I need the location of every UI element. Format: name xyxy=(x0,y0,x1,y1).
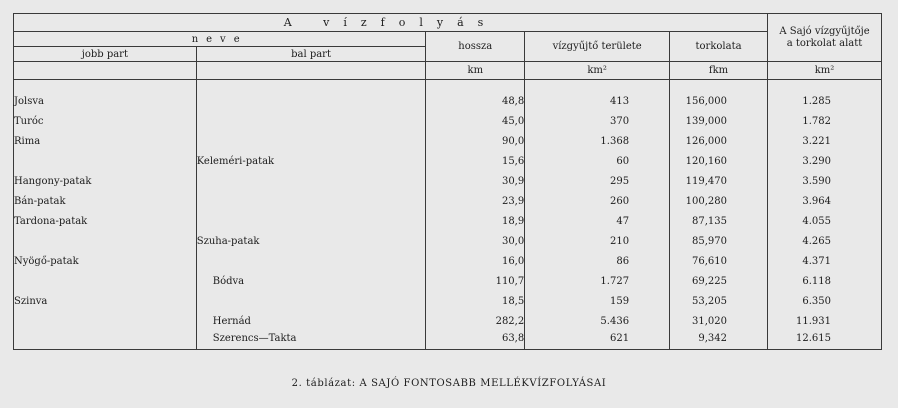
header-bal-part: bal part xyxy=(196,47,426,62)
cell-torkolat: 100,280 xyxy=(670,187,768,207)
tributaries-table xyxy=(13,13,882,350)
cell-jobb-part: Nyögő-patak xyxy=(14,247,197,267)
cell-jobb-part: Hangony-patak xyxy=(14,167,197,187)
cell-torkolat: 119,470 xyxy=(670,167,768,187)
cell-terulet: 210 xyxy=(525,227,670,247)
cell-bal-part xyxy=(196,247,426,267)
cell-bal-part: Bódva xyxy=(196,267,426,287)
cell-sajo: 3.221 xyxy=(768,127,882,147)
cell-hossza: 30,9 xyxy=(426,167,525,187)
table-row xyxy=(14,127,882,147)
cell-terulet: 260 xyxy=(525,187,670,207)
cell-bal-part xyxy=(196,87,426,107)
cell-terulet: 413 xyxy=(525,87,670,107)
unit-sajo: km² xyxy=(768,62,882,80)
cell-torkolat: 9,342 xyxy=(670,327,768,350)
cell-sajo: 6.350 xyxy=(768,287,882,307)
header-vizgyujto-terulete: vízgyűjtő területe xyxy=(525,32,670,62)
cell-bal-part: Keleméri-patak xyxy=(196,147,426,167)
cell-hossza: 15,6 xyxy=(426,147,525,167)
cell-sajo: 4.265 xyxy=(768,227,882,247)
cell-jobb-part: Bán-patak xyxy=(14,187,197,207)
cell-sajo: 3.964 xyxy=(768,187,882,207)
header-neve-text: neve xyxy=(191,33,248,45)
cell-bal-part xyxy=(196,287,426,307)
table-row xyxy=(14,227,882,247)
table-row xyxy=(14,247,882,267)
cell-terulet: 60 xyxy=(525,147,670,167)
cell-sajo: 6.118 xyxy=(768,267,882,287)
cell-terulet: 1.368 xyxy=(525,127,670,147)
table-row xyxy=(14,267,882,287)
cell-terulet: 1.727 xyxy=(525,267,670,287)
cell-terulet: 370 xyxy=(525,107,670,127)
unit-torkolat: fkm xyxy=(670,62,768,80)
cell-jobb-part xyxy=(14,327,197,350)
cell-jobb-part xyxy=(14,227,197,247)
table-spacer-row xyxy=(14,80,882,88)
cell-hossza: 30,0 xyxy=(426,227,525,247)
header-sajo-vizgyujto xyxy=(768,14,882,62)
cell-jobb-part xyxy=(14,267,197,287)
cell-hossza: 48,8 xyxy=(426,87,525,107)
cell-terulet: 159 xyxy=(525,287,670,307)
table-row xyxy=(14,307,882,327)
cell-terulet: 86 xyxy=(525,247,670,267)
cell-torkolat: 31,020 xyxy=(670,307,768,327)
cell-jobb-part: Turóc xyxy=(14,107,197,127)
header-torkolata: torkolata xyxy=(670,32,768,62)
cell-jobb-part: Rima xyxy=(14,127,197,147)
cell-hossza: 45,0 xyxy=(426,107,525,127)
cell-sajo: 4.055 xyxy=(768,207,882,227)
cell-sajo: 3.590 xyxy=(768,167,882,187)
cell-bal-part: Szuha-patak xyxy=(196,227,426,247)
cell-torkolat: 126,000 xyxy=(670,127,768,147)
cell-sajo: 1.782 xyxy=(768,107,882,127)
cell-terulet: 47 xyxy=(525,207,670,227)
cell-torkolat: 156,000 xyxy=(670,87,768,107)
cell-sajo: 11.931 xyxy=(768,307,882,327)
cell-bal-part xyxy=(196,127,426,147)
cell-hossza: 18,9 xyxy=(426,207,525,227)
cell-jobb-part xyxy=(14,307,197,327)
cell-hossza: 63,8 xyxy=(426,327,525,350)
header-jobb-part: jobb part xyxy=(14,47,197,62)
header-vizfolyas-text: A vízfolyás xyxy=(283,16,498,29)
cell-jobb-part: Szinva xyxy=(14,287,197,307)
cell-torkolat: 53,205 xyxy=(670,287,768,307)
cell-hossza: 282,2 xyxy=(426,307,525,327)
table-row xyxy=(14,327,882,350)
cell-torkolat: 69,225 xyxy=(670,267,768,287)
cell-torkolat: 85,970 xyxy=(670,227,768,247)
cell-bal-part: Szerencs—Takta xyxy=(196,327,426,350)
header-sajo-line2: a torkolat alatt xyxy=(786,37,863,49)
unit-terulet: km² xyxy=(525,62,670,80)
cell-terulet: 295 xyxy=(525,167,670,187)
table-row xyxy=(14,87,882,107)
cell-bal-part xyxy=(196,107,426,127)
cell-terulet: 5.436 xyxy=(525,307,670,327)
cell-torkolat: 87,135 xyxy=(670,207,768,227)
table-row xyxy=(14,287,882,307)
cell-terulet: 621 xyxy=(525,327,670,350)
header-neve xyxy=(14,32,426,47)
cell-hossza: 90,0 xyxy=(426,127,525,147)
table-caption: 2. táblázat: A SAJÓ FONTOSABB MELLÉKVÍZFOLYÁSAI xyxy=(291,378,607,389)
table-row xyxy=(14,147,882,167)
table-row xyxy=(14,167,882,187)
header-hossza: hossza xyxy=(426,32,525,62)
unit-hossza: km xyxy=(426,62,525,80)
cell-bal-part xyxy=(196,187,426,207)
cell-jobb-part xyxy=(14,147,197,167)
cell-torkolat: 139,000 xyxy=(670,107,768,127)
header-sajo-line1: A Sajó vízgyűjtője xyxy=(779,25,870,37)
cell-sajo: 1.285 xyxy=(768,87,882,107)
cell-sajo: 12.615 xyxy=(768,327,882,350)
table-row xyxy=(14,207,882,227)
cell-jobb-part: Tardona-patak xyxy=(14,207,197,227)
cell-bal-part xyxy=(196,167,426,187)
table-row xyxy=(14,107,882,127)
cell-hossza: 16,0 xyxy=(426,247,525,267)
table-row xyxy=(14,187,882,207)
unit-bal-empty xyxy=(196,62,426,80)
cell-sajo: 3.290 xyxy=(768,147,882,167)
cell-sajo: 4.371 xyxy=(768,247,882,267)
cell-bal-part: Hernád xyxy=(196,307,426,327)
unit-jobb-empty xyxy=(14,62,197,80)
cell-torkolat: 120,160 xyxy=(670,147,768,167)
cell-hossza: 23,9 xyxy=(426,187,525,207)
cell-torkolat: 76,610 xyxy=(670,247,768,267)
cell-hossza: 18,5 xyxy=(426,287,525,307)
header-vizfolyas xyxy=(14,14,768,32)
cell-bal-part xyxy=(196,207,426,227)
cell-hossza: 110,7 xyxy=(426,267,525,287)
cell-jobb-part: Jolsva xyxy=(14,87,197,107)
